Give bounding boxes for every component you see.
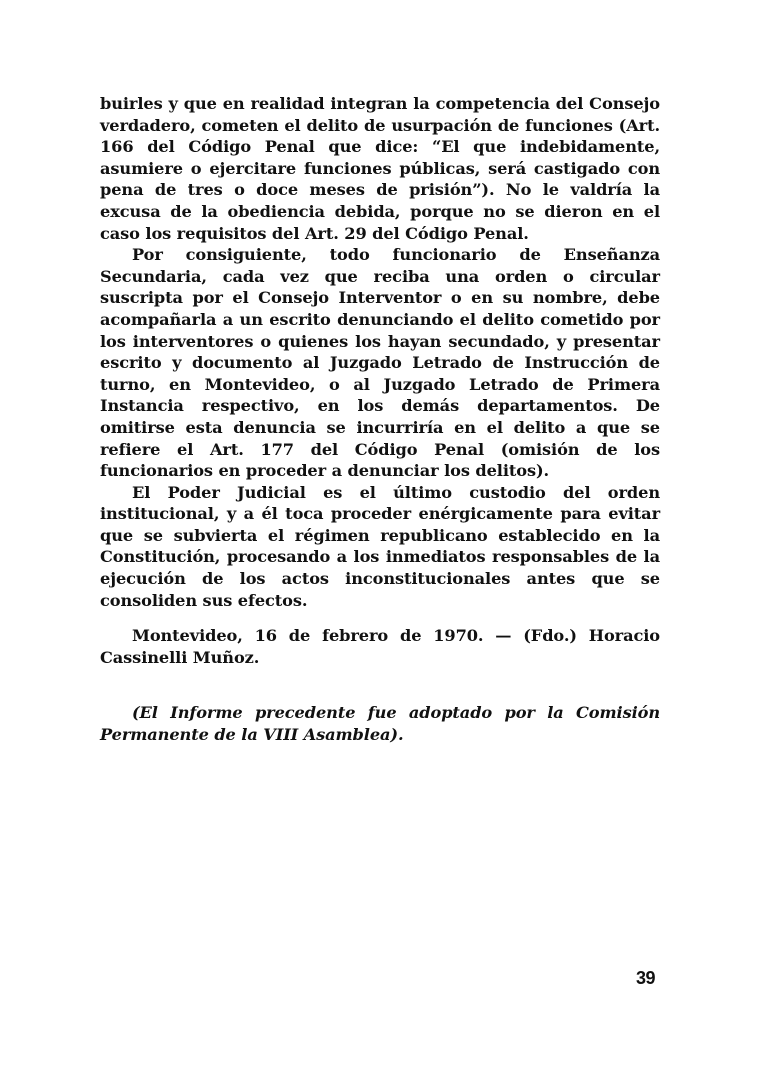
document-page	[100, 93, 660, 746]
editorial-note: (El Informe precedente fue adoptado por la Comisión Permanente de la VIII Asamblea).	[100, 703, 660, 745]
page-number: 39	[636, 968, 656, 988]
paragraph-continuation: buirles y que en realidad integran la competencia del Consejo verdadero, cometen el delito de usurpación de funciones (Art. 166 del Código Penal que dice: “El que indebidamente, asumiere o ejercitare funciones públicas, será castigado con pena de tres o doce meses de prisión”). No le valdría la excusa de la obediencia debida, porque no se dieron en el caso los requisitos del Art. 29 del Código Penal.	[100, 94, 660, 243]
signature-line: Montevideo, 16 de febrero de 1970. — (Fdo.) Horacio Cassinelli Muñoz.	[100, 626, 660, 667]
paragraph-por-consiguiente: Por consiguiente, todo funcionario de Enseñanza Secundaria, cada vez que reciba una orden o circular suscripta por el Consejo Interventor o en su nombre, debe acompañarla a un escrito denunciando el delito cometido por los interventores o quienes los hayan secundado, y presentar escrito y documento al Juzgado Letrado de Instrucción de turno, en Montevideo, o al Juzgado Letrado de Primera Instancia respectivo, en los demás departamentos. De omitirse esta denuncia se incurriría en el delito a que se refiere el Art. 177 del Código Penal (omisión de los funcionarios en proceder a denunciar los delitos).	[100, 245, 660, 481]
paragraph-poder-judicial: El Poder Judicial es el último custodio del orden institucional, y a él toca proceder enérgicamente para evitar que se subvierta el régimen republicano establecido en la Constitución, procesando a los inmediatos responsables de la ejecución de los actos inconstitucionales antes que se consoliden sus efectos.	[100, 482, 660, 610]
